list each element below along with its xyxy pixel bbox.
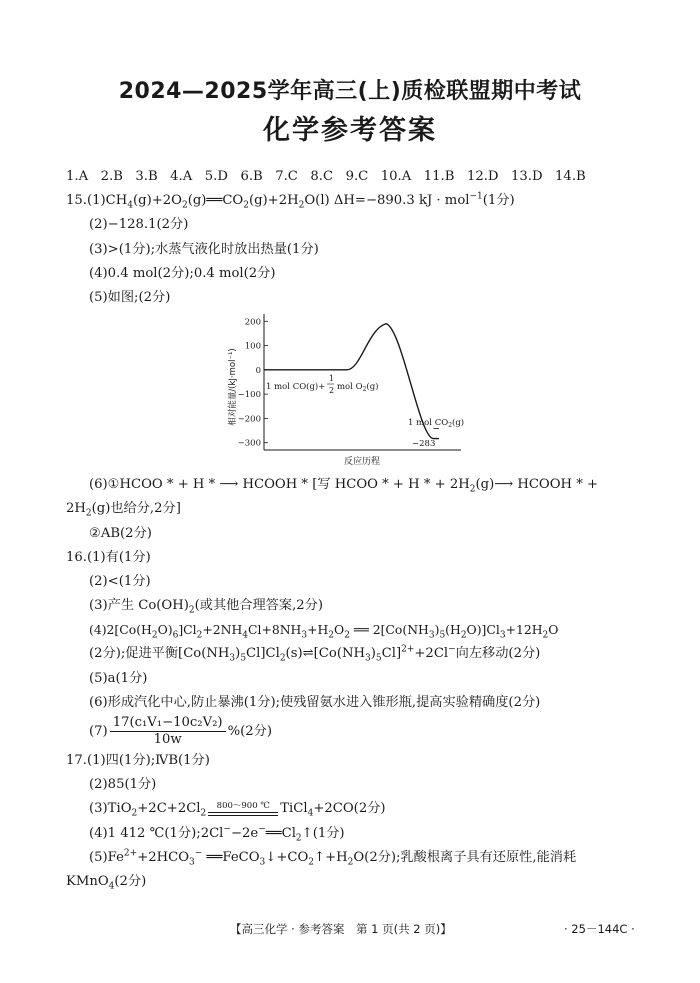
q16-line-5: (2分);促进平衡$[Co(NH_3)_5Cl]Cl_2(s)\rightleftharpoons[Co(NH_3)_5Cl]^{2+}+2Cl^-$向左移动(2分) bbox=[89, 645, 541, 665]
mc-answer: 2.B bbox=[100, 169, 123, 184]
x-axis-label: 反应历程 bbox=[343, 457, 381, 468]
mc-answer: 9.C bbox=[345, 169, 369, 184]
footer-page-info: 【高三化学 · 参考答案 第 1 页(共 2 页)】 bbox=[230, 922, 452, 936]
y-tick-label: 200 bbox=[244, 317, 261, 328]
energy-diagram bbox=[66, 310, 646, 473]
q16-line-3: (3)产生 $Co(OH)_2$(或其他合理答案,2分) bbox=[89, 598, 323, 616]
q16-line-2: (2)<(1分) bbox=[89, 573, 151, 589]
mc-answer: 3.B bbox=[135, 169, 158, 184]
q16-line-4: $(4)2[Co(H_2O)_6]Cl_2+2NH_4Cl+8NH_3+H_2O_2$ ══ $2[Co(NH_3)_5(H_2O)]Cl_3+12H_2O$ bbox=[89, 622, 559, 641]
mc-answer: 4.A bbox=[170, 169, 193, 184]
start-state-label-b: mol $O_2(g)$ bbox=[337, 382, 379, 394]
mc-answer: 12.D bbox=[466, 169, 499, 184]
y-tick-label: −200 bbox=[237, 414, 261, 425]
q15-line-3: (3)>(1分);水蒸气液化时放出热量(1分) bbox=[89, 241, 319, 257]
mc-answer: 13.D bbox=[511, 169, 543, 184]
q15-line-7: ②AB(2分) bbox=[89, 525, 152, 541]
q16-line-8: (7) $\frac{\text{17(c₁V₁−10c₂V₂)}}{10w}$ %(2分) bbox=[89, 715, 272, 747]
q16-line-7: (6)形成汽化中心,防止暴沸(1分);使残留氨水进入锥形瓶,提高实验精确度(2分) bbox=[89, 694, 541, 710]
q17-line-5: $(5)Fe^{2+}+2HCO_3^-$ $══FeCO_3↓+CO_2↑+H_2O(2$分);乳酸根离子具有还原性,能消耗 bbox=[89, 848, 577, 868]
q15-line-5: (5)如图;(2分) bbox=[89, 289, 171, 305]
y-tick-label: −300 bbox=[237, 438, 261, 449]
mc-answer: 14.B bbox=[555, 169, 586, 184]
y-tick-label: 100 bbox=[244, 341, 261, 352]
q17-line-3: $(3)TiO_2+2C+2Cl_2$ 800～900 ℃ TiCl$_4$+2CO(2分) bbox=[89, 801, 386, 820]
q15-line-6a: (6)①HCOO * + H * ⟶ HCOOH * [写 HCOO * + H * + $2H_2(g)⟶$ HCOOH * + bbox=[89, 477, 599, 495]
q16-line-6: (5)a(1分) bbox=[89, 670, 148, 686]
q17-line-6: KMnO$_4$(2分) bbox=[66, 873, 147, 892]
mc-answer: 8.C bbox=[310, 169, 334, 184]
start-state-label: 1 mol CO(g)+ bbox=[266, 382, 326, 393]
end-state-label: 1 mol $CO_2(g)$ bbox=[408, 418, 465, 430]
mc-answer: 6.B bbox=[240, 169, 263, 184]
footer-code: · 25－144C · bbox=[564, 922, 635, 936]
y-axis-label: 相对能量/(kJ·mol⁻¹) bbox=[228, 348, 238, 426]
exam-title: 2024—2025学年高三(上)质检联盟期中考试 bbox=[118, 79, 582, 104]
y-tick-label: 0 bbox=[255, 365, 261, 376]
q15-line-2: (2)−128.1(2分) bbox=[89, 217, 189, 233]
start-frac-num: 1 bbox=[329, 374, 335, 384]
energy-chart-svg bbox=[226, 312, 486, 472]
fraction: $\frac{\text{17(c₁V₁−10c₂V₂)}}{10w}$ bbox=[110, 715, 226, 748]
q15-line-4: (4)0.4 mol(2分);0.4 mol(2分) bbox=[89, 265, 276, 281]
mc-answer: 5.D bbox=[204, 169, 228, 184]
answer-key-title: 化学参考答案 bbox=[263, 115, 437, 146]
q17-line-1: 17.(1)四(1分);ⅣB(1分) bbox=[66, 753, 210, 768]
mc-answer: 11.B bbox=[423, 169, 455, 184]
q17-line-2: (2)85(1分) bbox=[89, 777, 157, 793]
start-frac-den: 2 bbox=[329, 386, 335, 396]
q15-line-6b: $2H_2(g)$也给分,2分] bbox=[66, 501, 181, 519]
y-ticks bbox=[238, 317, 268, 448]
reaction-condition-arrow: 800～900 ℃ bbox=[208, 801, 278, 816]
q17-line-4: (4)1 412 ℃(1分)$;2Cl^--2e^-══Cl_2↑(1$分) bbox=[89, 824, 345, 844]
mc-answers-row bbox=[66, 165, 646, 189]
mc-answer: 7.C bbox=[275, 169, 298, 184]
mc-answer: 1.A bbox=[66, 169, 89, 184]
answer-content bbox=[66, 165, 646, 894]
mc-answer: 10.A bbox=[380, 169, 412, 184]
q16-line-1: 16.(1)有(1分) bbox=[66, 549, 151, 565]
y-tick-label: −100 bbox=[237, 390, 261, 401]
end-value-label: −283 bbox=[412, 439, 436, 450]
q15-line-1: $15.(1)CH_4(g)+2O_2(g)══CO_2(g)+2H_2O(l)$ ΔH=−890.3 kJ · mol$^{-1}$(1分) bbox=[66, 191, 515, 211]
